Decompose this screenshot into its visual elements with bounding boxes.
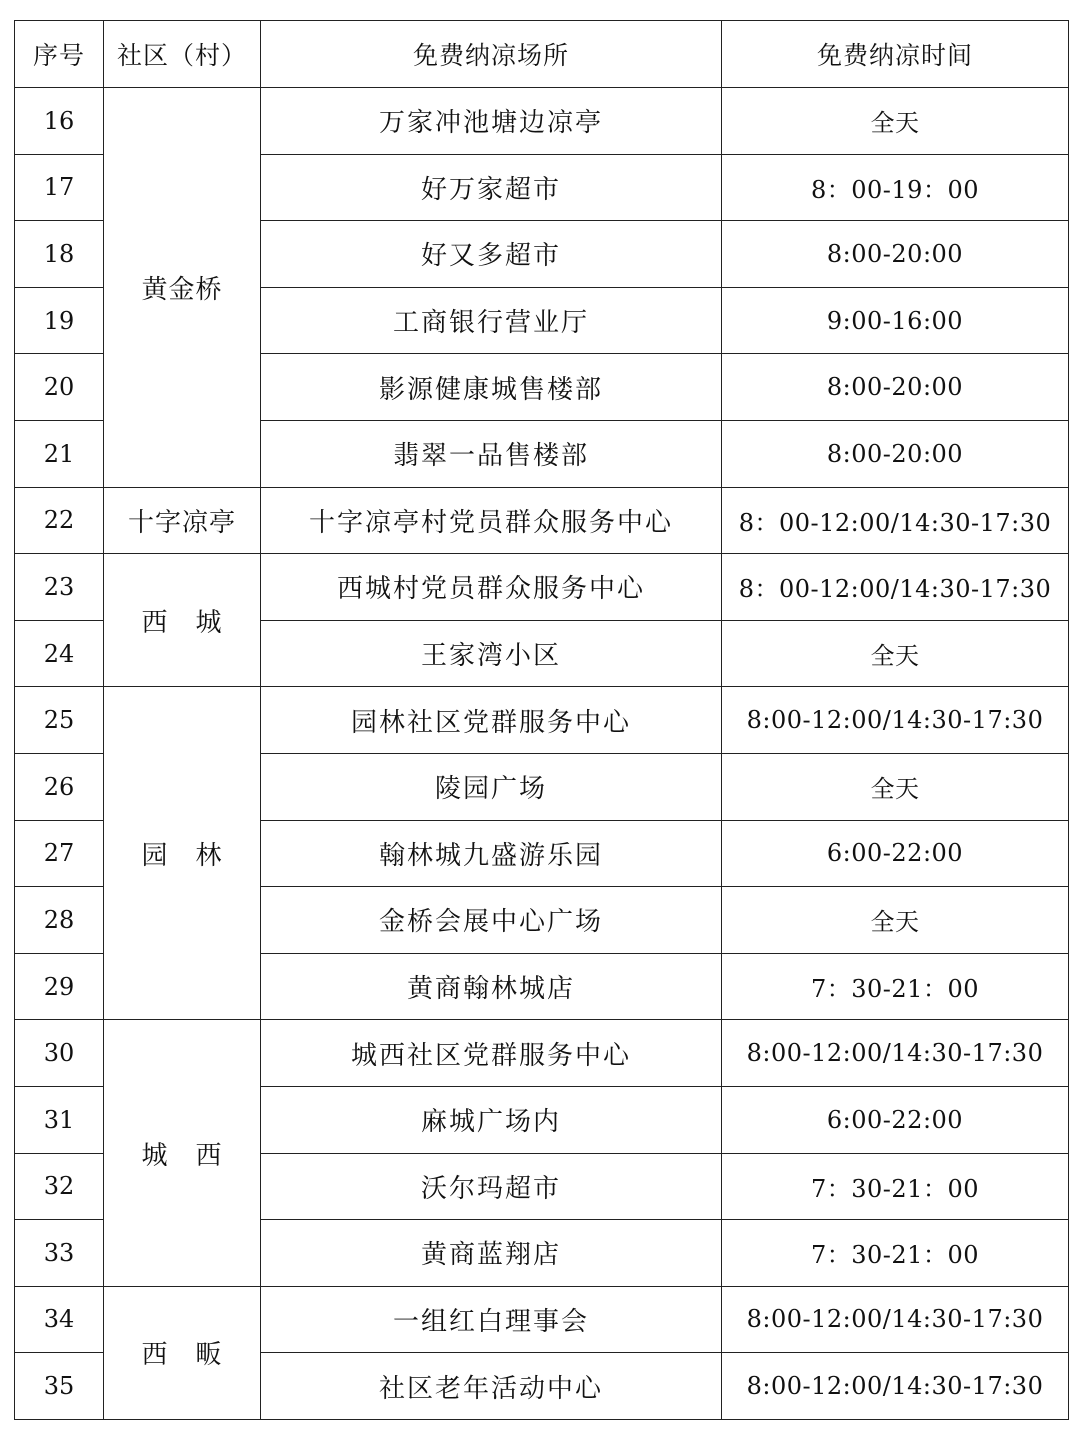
- place-cell: 黄商蓝翔店: [261, 1220, 722, 1287]
- place-cell: 王家湾小区: [261, 620, 722, 687]
- row-number: 34: [15, 1286, 104, 1353]
- header-place: 免费纳凉场所: [261, 21, 722, 88]
- community-cell: 园 林: [104, 687, 261, 1020]
- place-cell: 十字凉亭村党员群众服务中心: [261, 487, 722, 554]
- row-number: 28: [15, 887, 104, 954]
- place-cell: 翡翠一品售楼部: [261, 420, 722, 487]
- header-no: 序号: [15, 21, 104, 88]
- row-number: 32: [15, 1153, 104, 1220]
- cooling-sites-table-wrapper: [14, 20, 1069, 1420]
- row-number: 23: [15, 554, 104, 621]
- row-number: 18: [15, 221, 104, 288]
- time-cell: 7：30-21：00: [722, 953, 1069, 1020]
- time-cell: 7：30-21：00: [722, 1220, 1069, 1287]
- place-cell: 影源健康城售楼部: [261, 354, 722, 421]
- place-cell: 黄商翰林城店: [261, 953, 722, 1020]
- row-number: 33: [15, 1220, 104, 1287]
- row-number: 26: [15, 753, 104, 820]
- table-row: [15, 88, 1069, 155]
- place-cell: 麻城广场内: [261, 1086, 722, 1153]
- place-cell: 一组红白理事会: [261, 1286, 722, 1353]
- place-cell: 西城村党员群众服务中心: [261, 554, 722, 621]
- community-cell: 黄金桥: [104, 88, 261, 488]
- community-cell: 城 西: [104, 1020, 261, 1286]
- time-cell: 全天: [722, 753, 1069, 820]
- row-number: 35: [15, 1353, 104, 1420]
- time-cell: 全天: [722, 887, 1069, 954]
- time-cell: 8:00-12:00/14:30-17:30: [722, 1020, 1069, 1087]
- time-cell: 8：00-12:00/14:30-17:30: [722, 554, 1069, 621]
- row-number: 25: [15, 687, 104, 754]
- time-cell: 6:00-22:00: [722, 1086, 1069, 1153]
- row-number: 17: [15, 154, 104, 221]
- place-cell: 园林社区党群服务中心: [261, 687, 722, 754]
- time-cell: 8:00-12:00/14:30-17:30: [722, 1286, 1069, 1353]
- place-cell: 万家冲池塘边凉亭: [261, 88, 722, 155]
- community-cell: 西 城: [104, 554, 261, 687]
- time-cell: 6:00-22:00: [722, 820, 1069, 887]
- table-row: [15, 687, 1069, 754]
- row-number: 24: [15, 620, 104, 687]
- place-cell: 金桥会展中心广场: [261, 887, 722, 954]
- place-cell: 好又多超市: [261, 221, 722, 288]
- place-cell: 陵园广场: [261, 753, 722, 820]
- table-row: [15, 554, 1069, 621]
- time-cell: 8:00-12:00/14:30-17:30: [722, 687, 1069, 754]
- time-cell: 8：00-12:00/14:30-17:30: [722, 487, 1069, 554]
- time-cell: 8:00-12:00/14:30-17:30: [722, 1353, 1069, 1420]
- time-cell: 8:00-20:00: [722, 354, 1069, 421]
- table-row: [15, 1286, 1069, 1353]
- time-cell: 8:00-20:00: [722, 221, 1069, 288]
- time-cell: 全天: [722, 88, 1069, 155]
- table-row: [15, 487, 1069, 554]
- row-number: 16: [15, 88, 104, 155]
- row-number: 22: [15, 487, 104, 554]
- row-number: 29: [15, 953, 104, 1020]
- place-cell: 城西社区党群服务中心: [261, 1020, 722, 1087]
- row-number: 31: [15, 1086, 104, 1153]
- row-number: 21: [15, 420, 104, 487]
- place-cell: 沃尔玛超市: [261, 1153, 722, 1220]
- table-row: [15, 1020, 1069, 1087]
- community-cell: 十字凉亭: [104, 487, 261, 554]
- time-cell: 8：00-19：00: [722, 154, 1069, 221]
- row-number: 30: [15, 1020, 104, 1087]
- row-number: 19: [15, 287, 104, 354]
- row-number: 27: [15, 820, 104, 887]
- header-community: 社区（村）: [104, 21, 261, 88]
- time-cell: 7：30-21：00: [722, 1153, 1069, 1220]
- time-cell: 全天: [722, 620, 1069, 687]
- time-cell: 8:00-20:00: [722, 420, 1069, 487]
- cooling-sites-table: [14, 20, 1069, 1420]
- table-header-row: [15, 21, 1069, 88]
- place-cell: 好万家超市: [261, 154, 722, 221]
- row-number: 20: [15, 354, 104, 421]
- community-cell: 西 畈: [104, 1286, 261, 1419]
- place-cell: 工商银行营业厅: [261, 287, 722, 354]
- place-cell: 翰林城九盛游乐园: [261, 820, 722, 887]
- place-cell: 社区老年活动中心: [261, 1353, 722, 1420]
- header-time: 免费纳凉时间: [722, 21, 1069, 88]
- time-cell: 9:00-16:00: [722, 287, 1069, 354]
